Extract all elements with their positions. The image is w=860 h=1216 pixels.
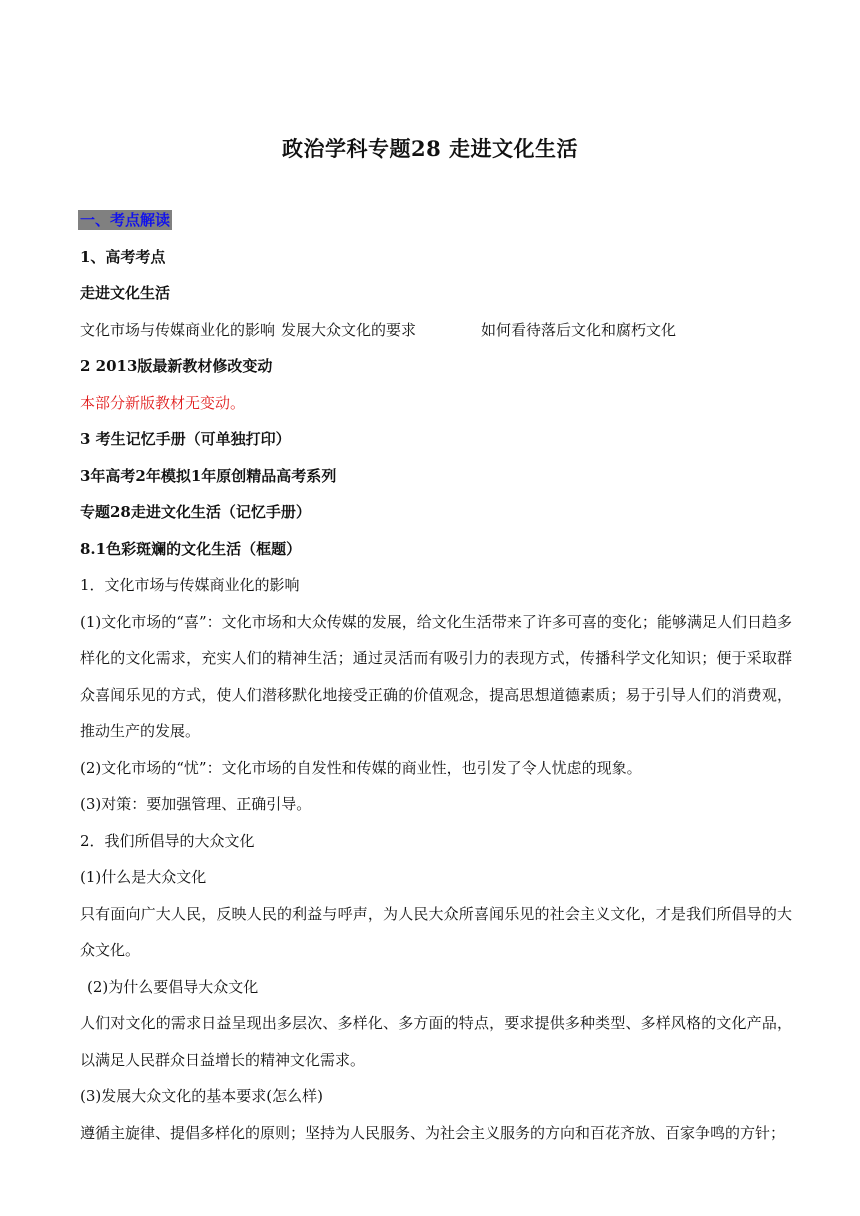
subheading-2: 2．我们所倡导的大众文化	[80, 831, 255, 850]
topic-item: 如何看待落后文化和腐朽文化	[481, 320, 677, 339]
heading-gaokao-points: 1、高考考点	[80, 247, 166, 266]
paragraph-what-is-mass-culture: 只有面向广大人民，反映人民的利益与呼声，为人民大众所喜闻乐见的社会主义文化，才是我们所倡导的大众文化。	[80, 904, 792, 959]
heading-textbook-changes: 2 2013版最新教材修改变动	[80, 357, 273, 375]
topic-list	[80, 312, 792, 349]
paragraph-market-joy: (1)文化市场的“喜”：文化市场和大众传媒的发展，给文化生活带来了许多可喜的变化；能够满足人们日趋多样化的文化需求，充实人们的精神生活；通过灵活而有吸引力的表现方式，传播科学文化知识；便于采取群众喜闻乐见的方式，使人们潜移默化地接受正确的价值观念，提高思想道德素质；易于引导人们的消费观，推动生产的发展。	[80, 612, 792, 740]
question-1: (1)什么是大众文化	[80, 868, 207, 886]
page-title: 政治学科专题28 走进文化生活	[281, 136, 579, 161]
paragraph-countermeasure: (3)对策：要加强管理、正确引导。	[80, 795, 312, 813]
topic-item: 文化市场与传媒商业化的影响	[80, 320, 276, 339]
heading-memory-handbook: 3 考生记忆手册（可单独打印）	[80, 430, 291, 448]
heading-frame-81: 8.1色彩斑斓的文化生活（框题）	[80, 539, 302, 558]
heading-series: 3年高考2年模拟1年原创精品高考系列	[80, 466, 337, 485]
note-no-changes: 本部分新版教材无变动。	[80, 393, 246, 412]
heading-topic: 走进文化生活	[80, 284, 171, 302]
question-2: (2)为什么要倡导大众文化	[87, 977, 259, 996]
paragraph-basic-requirements: 遵循主旋律、提倡多样化的原则；坚持为人民服务、为社会主义服务的方向和百花齐放、百家争鸣的方针；	[80, 1123, 786, 1142]
subheading-1: 1．文化市场与传媒商业化的影响	[80, 576, 300, 594]
question-3: (3)发展大众文化的基本要求(怎么样)	[80, 1087, 323, 1105]
document-body	[80, 202, 792, 1151]
paragraph-why-mass-culture: 人们对文化的需求日益呈现出多层次、多样化、多方面的特点，要求提供多种类型、多样风格的文化产品，以满足人民群众日益增长的精神文化需求。	[80, 1014, 792, 1069]
topic-item: 发展大众文化的要求	[281, 320, 417, 339]
paragraph-market-worry: (2)文化市场的“忧”：文化市场的自发性和传媒的商业性，也引发了令人忧虑的现象。	[80, 758, 642, 777]
section-heading-highlighted: 一、考点解读	[80, 211, 171, 229]
heading-zhuanti: 专题28走进文化生活（记忆手册）	[80, 503, 311, 521]
